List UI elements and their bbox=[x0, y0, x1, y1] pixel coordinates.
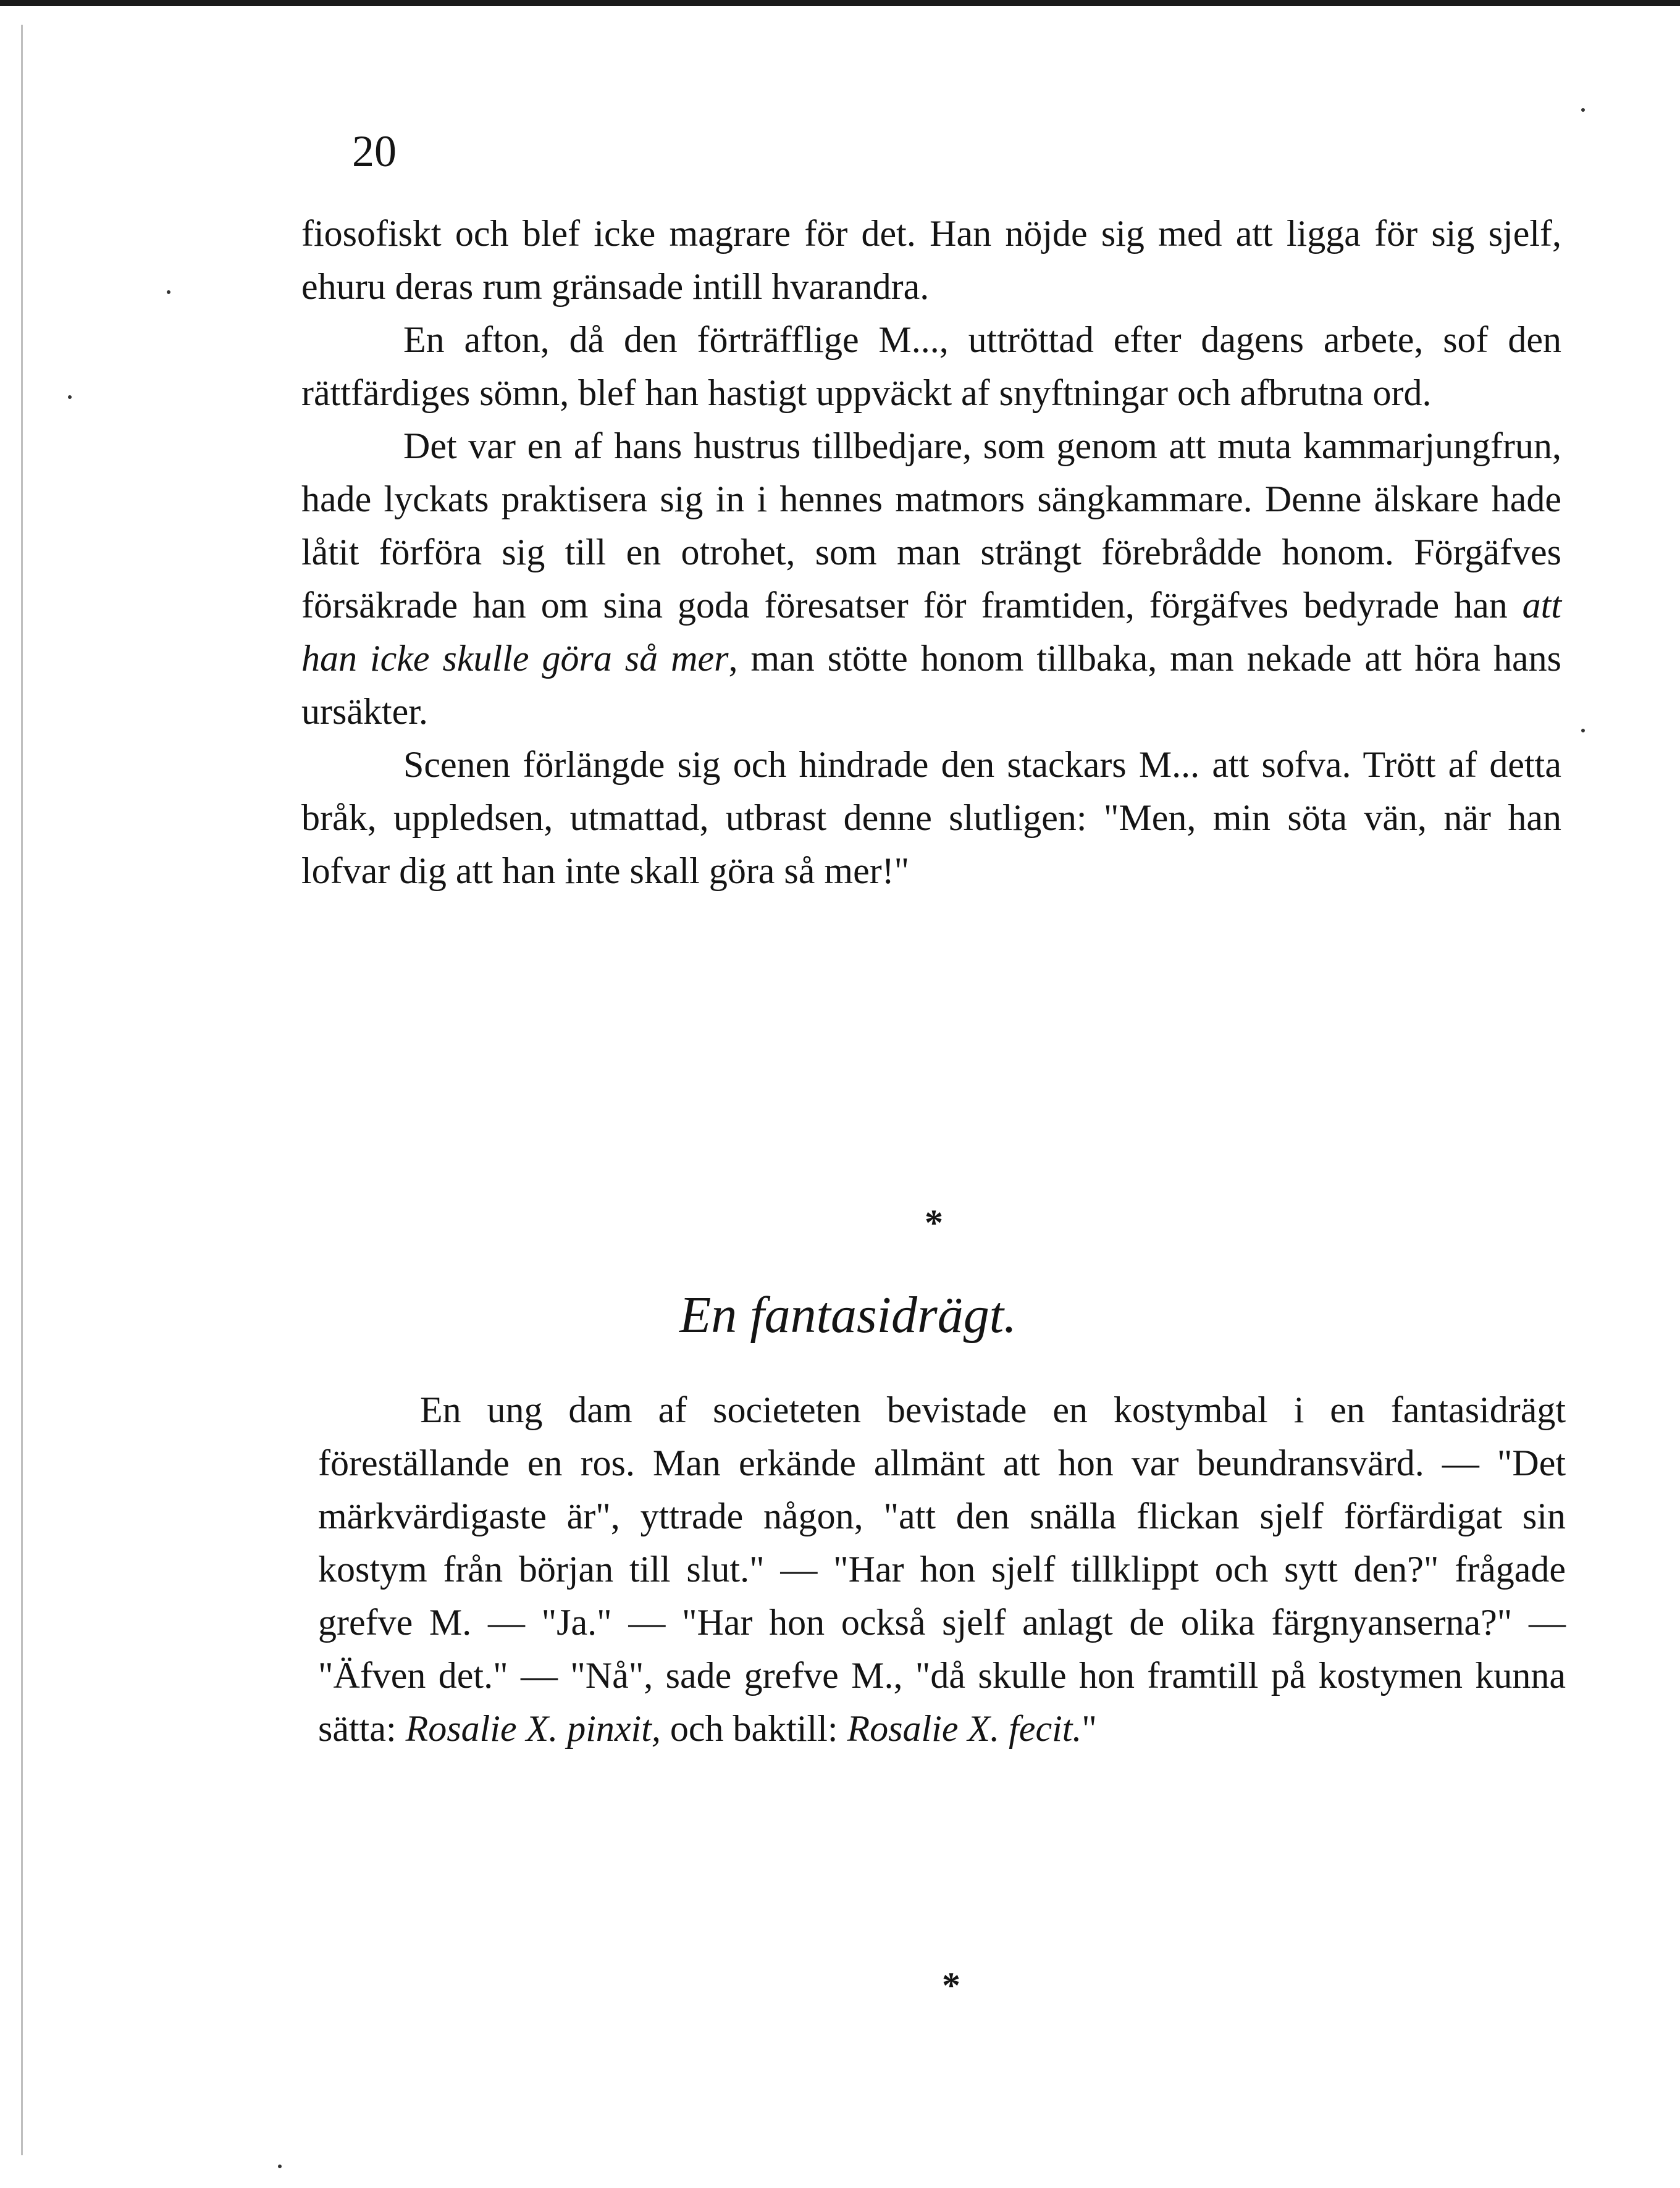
paper-speck bbox=[68, 395, 72, 399]
italic-phrase: Rosalie X. fecit. bbox=[847, 1708, 1082, 1749]
text-run: och baktill: bbox=[660, 1708, 847, 1749]
italic-phrase: Rosalie X. pinxit, bbox=[405, 1708, 661, 1749]
paragraph: Scenen förlängde sig och hindrade den stackars M... att sofva. Trött af detta bråk, uppledsen, utmattad, utbrast denne slutligen: "Men, min söta vän, när han lofvar dig att han inte skall göra så mer!" bbox=[301, 744, 1561, 891]
paper-speck bbox=[1581, 729, 1585, 732]
left-margin-line bbox=[21, 25, 23, 2155]
paragraph bbox=[301, 419, 1561, 738]
text-run: " bbox=[1082, 1708, 1097, 1749]
section-1-text bbox=[301, 207, 1561, 897]
paper-speck bbox=[278, 2165, 282, 2168]
paper-speck bbox=[167, 290, 170, 294]
text-run: En ung dam af societeten bevistade en kostymbal i en fantasidrägt föreställande en ros. Man erkände allmänt att hon var beundransvärd. — "Det märkvärdigaste är", yttrade någon, "att den snälla flickan sjelf förfärdigat sin kostym från början till slut." — "Har hon sjelf tillklippt och sytt den?" frågade grefve M. — "Ja." — "Har hon också sjelf anlagt de olika färgnyanserna?" — "Äfven det." — "Nå", sade grefve M., "då skulle hon framtill på kostymen kunna sätta: bbox=[318, 1390, 1566, 1749]
italic-phrase: att han icke skulle göra så mer bbox=[301, 585, 1561, 679]
top-edge-rule bbox=[0, 0, 1680, 6]
paragraph bbox=[318, 1383, 1566, 1755]
paragraph: fiosofiskt och blef icke magrare för det. Han nöjde sig med att ligga för sig sjelf, ehuru deras rum gränsade intill hvarandra. bbox=[301, 213, 1561, 307]
section-2-text bbox=[318, 1383, 1566, 1755]
section-title: En fantasidrägt. bbox=[679, 1286, 1017, 1344]
paper-speck bbox=[1581, 108, 1585, 112]
section-separator: * bbox=[925, 1202, 943, 1243]
text-run: , man stötte honom tillbaka, man nekade att höra hans ursäkter. bbox=[301, 638, 1561, 732]
page-number: 20 bbox=[352, 127, 397, 176]
text-run: Det var en af hans hustrus tillbedjare, som genom att muta kammarjungfrun, hade lyckats praktisera sig in i hennes matmors sängkammare. Denne älskare hade låtit förföra sig till en otrohet, som man strängt förebrådde honom. Förgäfves försäkrade han om sina goda föresatser för framtiden, förgäfves bedyrade han bbox=[301, 425, 1561, 626]
section-separator: * bbox=[942, 1965, 960, 2006]
paragraph: En afton, då den förträfflige M..., uttröttad efter dagens arbete, sof den rättfärdiges sömn, blef han hastigt uppväckt af snyftningar och afbrutna ord. bbox=[301, 319, 1561, 413]
